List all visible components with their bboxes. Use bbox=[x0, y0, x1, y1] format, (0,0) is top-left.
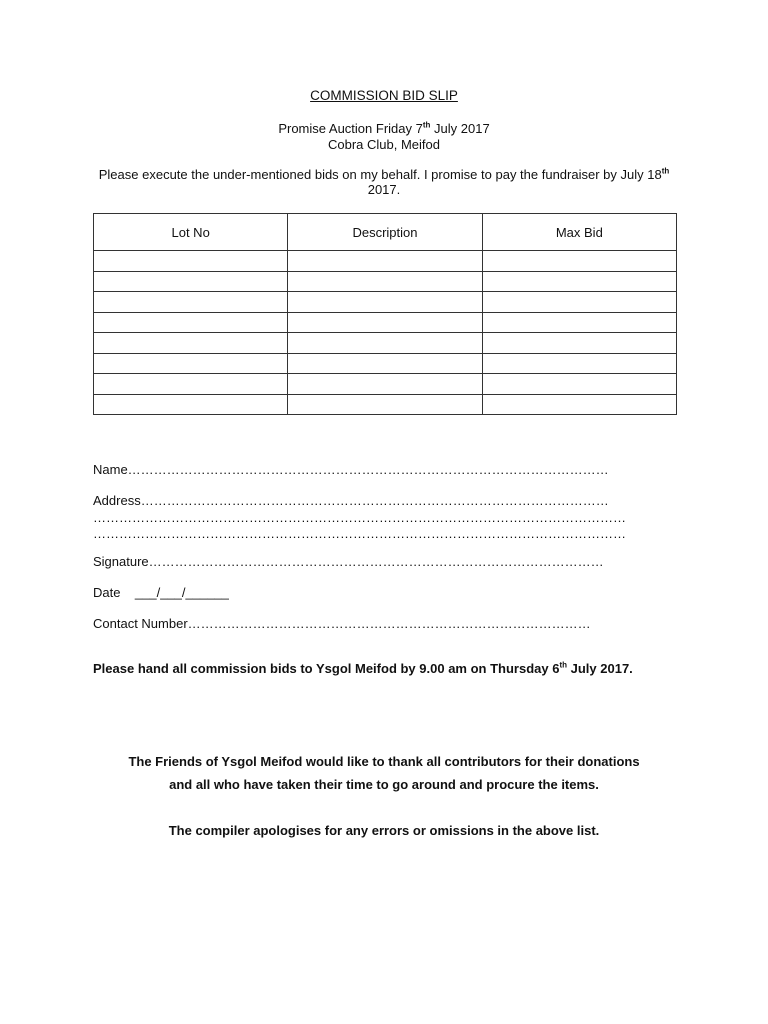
bids-table-header bbox=[94, 214, 677, 251]
description-cell[interactable] bbox=[288, 271, 482, 292]
max-bid-cell[interactable] bbox=[482, 394, 676, 415]
table-row bbox=[94, 374, 677, 395]
instruction-text bbox=[92, 167, 676, 197]
lot-no-cell[interactable] bbox=[94, 312, 288, 333]
venue-line: Cobra Club, Meifod bbox=[328, 137, 440, 152]
submission-note-ordinal: th bbox=[559, 660, 568, 670]
name-field[interactable]: Name………………………………………………………………………………………………… bbox=[93, 462, 609, 477]
contact-number-field[interactable]: Contact Number………………………………………………………………………………… bbox=[93, 616, 591, 631]
description-cell[interactable] bbox=[288, 312, 482, 333]
description-cell[interactable] bbox=[288, 251, 482, 272]
auction-date-line bbox=[0, 121, 768, 137]
description-cell[interactable] bbox=[288, 333, 482, 354]
table-row bbox=[94, 353, 677, 374]
description-cell[interactable] bbox=[288, 394, 482, 415]
table-row bbox=[94, 251, 677, 272]
max-bid-cell[interactable] bbox=[482, 292, 676, 313]
max-bid-cell[interactable] bbox=[482, 251, 676, 272]
header-lot-no: Lot No bbox=[94, 214, 288, 251]
header-max-bid: Max Bid bbox=[482, 214, 676, 251]
table-row bbox=[94, 292, 677, 313]
lot-no-cell[interactable] bbox=[94, 353, 288, 374]
date-field[interactable]: Date ___/___/______ bbox=[93, 585, 229, 600]
address-field-line-2[interactable]: …………………………………………………………………………………………………………… bbox=[93, 510, 626, 525]
max-bid-cell[interactable] bbox=[482, 333, 676, 354]
submission-note bbox=[93, 661, 683, 677]
table-row bbox=[94, 394, 677, 415]
header-description: Description bbox=[288, 214, 482, 251]
max-bid-cell[interactable] bbox=[482, 271, 676, 292]
bids-table bbox=[93, 213, 677, 415]
lot-no-cell[interactable] bbox=[94, 333, 288, 354]
address-field-line-3[interactable]: …………………………………………………………………………………………………………… bbox=[93, 526, 626, 541]
table-row bbox=[94, 271, 677, 292]
auction-date-suffix: July 2017 bbox=[430, 121, 490, 136]
max-bid-cell[interactable] bbox=[482, 374, 676, 395]
instruction-suffix: 2017. bbox=[367, 182, 401, 197]
max-bid-cell[interactable] bbox=[482, 353, 676, 374]
instruction-ordinal: th bbox=[661, 166, 670, 176]
address-field[interactable]: Address……………………………………………………………………………………………… bbox=[93, 493, 609, 508]
description-cell[interactable] bbox=[288, 292, 482, 313]
lot-no-cell[interactable] bbox=[94, 292, 288, 313]
page-title: COMMISSION BID SLIP bbox=[310, 88, 458, 103]
table-row bbox=[94, 333, 677, 354]
apology-line: The compiler apologises for any errors or omissions in the above list. bbox=[168, 823, 600, 838]
submission-note-text: Please hand all commission bids to Ysgol Meifod by 9.00 am on Thursday 6 bbox=[93, 661, 560, 676]
submission-note-suffix: July 2017. bbox=[567, 661, 633, 676]
thanks-line-2: and all who have taken their time to go around and procure the items. bbox=[169, 777, 599, 792]
lot-no-cell[interactable] bbox=[94, 394, 288, 415]
lot-no-cell[interactable] bbox=[94, 251, 288, 272]
description-cell[interactable] bbox=[288, 374, 482, 395]
lot-no-cell[interactable] bbox=[94, 271, 288, 292]
auction-date-text: Promise Auction Friday 7 bbox=[278, 121, 423, 136]
signature-field[interactable]: Signature…………………………………………………………………………………………… bbox=[93, 554, 604, 569]
max-bid-cell[interactable] bbox=[482, 312, 676, 333]
description-cell[interactable] bbox=[288, 353, 482, 374]
auction-date-ordinal: th bbox=[422, 120, 431, 130]
thanks-line-1: The Friends of Ysgol Meifod would like to thank all contributors for their donations bbox=[128, 754, 640, 769]
instruction-main: Please execute the under-mentioned bids on my behalf. I promise to pay the fundraiser by July 18 bbox=[98, 167, 662, 182]
lot-no-cell[interactable] bbox=[94, 374, 288, 395]
table-row bbox=[94, 312, 677, 333]
